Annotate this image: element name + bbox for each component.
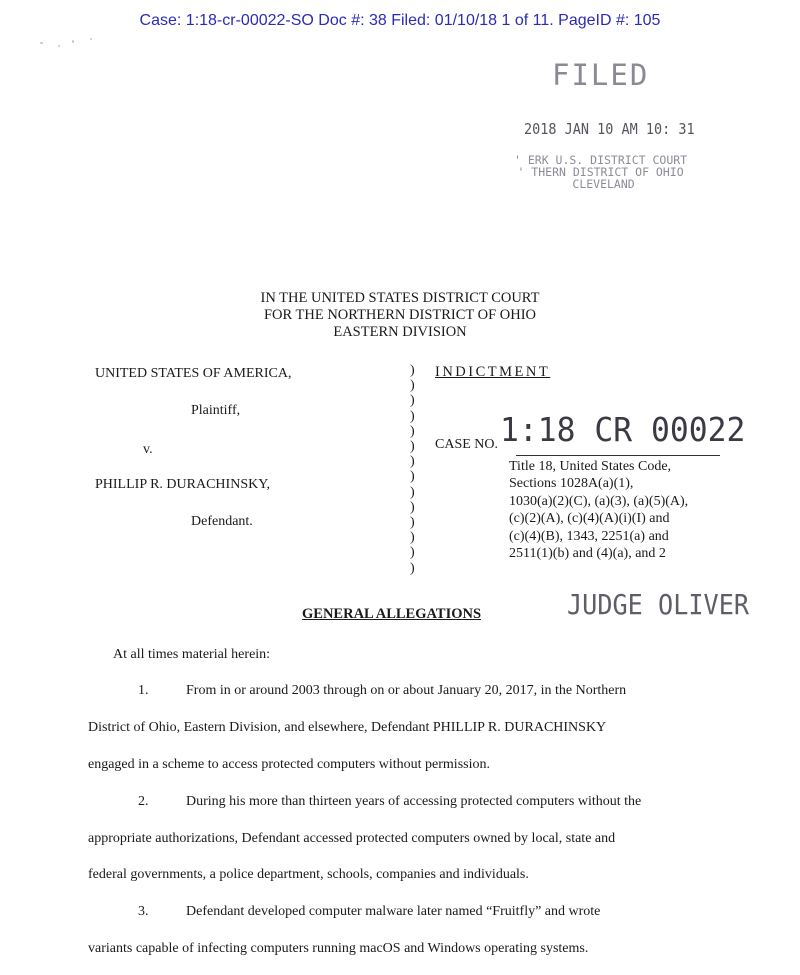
court-heading-line: EASTERN DIVISION [333, 324, 467, 340]
intro-line: At all times material herein: [113, 647, 271, 662]
paragraph-text: District of Ohio, Eastern Division, and elsewhere, Defendant PHILLIP R. DURACHINSKY [88, 720, 607, 735]
court-heading [0, 290, 800, 341]
paragraph-number: 2. [138, 794, 149, 809]
paragraph-text: From in or around 2003 through on or about January 20, 2017, in the Northern [186, 683, 627, 698]
clerk-stamp [514, 154, 687, 190]
paragraph-number: 3. [138, 904, 149, 919]
clerk-stamp-line: ' THERN DISTRICT OF OHIO [517, 165, 684, 179]
case-number-underline [516, 455, 720, 456]
paragraph-text: federal governments, a police department, schools, companies and individuals. [88, 867, 529, 882]
indictment-title: INDICTMENT [435, 364, 551, 380]
statute-line: (c)(2)(A), (c)(4)(A)(i)(I) and [509, 511, 670, 527]
scan-speck [40, 42, 43, 44]
statute-line: 2511(1)(b) and (4)(a), and 2 [509, 546, 666, 562]
filed-stamp: FILED [552, 58, 650, 92]
plaintiff-name: UNITED STATES OF AMERICA, [95, 366, 292, 381]
case-number-label: CASE NO. [435, 437, 499, 452]
scan-speck [72, 40, 74, 43]
clerk-stamp-line: CLEVELAND [572, 177, 635, 191]
scan-speck [58, 45, 60, 47]
paragraph-text: appropriate authorizations, Defendant accessed protected computers owned by local, state and [88, 831, 616, 846]
case-number-stamp: 1:18 CR 00022 [500, 410, 746, 449]
statute-line: Sections 1028A(a)(1), [509, 476, 634, 492]
ecf-header: Case: 1:18-cr-00022-SO Doc #: 38 Filed: 01/10/18 1 of 11. PageID #: 105 [139, 12, 661, 29]
statute-line: Title 18, United States Code, [509, 459, 672, 474]
caption-parentheses: ) ) ) ) ) ) ) ) ) ) ) ) ) ) [410, 363, 415, 576]
defendant-name: PHILLIP R. DURACHINSKY, [95, 477, 271, 492]
defendant-role: Defendant. [191, 514, 253, 529]
statute-line: (c)(4)(B), 1343, 2251(a) and [509, 528, 669, 544]
versus: v. [143, 442, 153, 457]
filed-date-stamp: 2018 JAN 10 AM 10: 31 [524, 120, 695, 138]
section-heading: GENERAL ALLEGATIONS [302, 606, 482, 622]
paragraph-number: 1. [138, 683, 149, 698]
court-heading-line: FOR THE NORTHERN DISTRICT OF OHIO [263, 307, 537, 323]
scan-speck [90, 38, 92, 40]
judge-stamp: JUDGE OLIVER [567, 588, 750, 621]
statute-line: 1030(a)(2)(C), (a)(3), (a)(5)(A), [509, 493, 689, 509]
paragraph-text: Defendant developed computer malware later named “Fruitfly” and wrote [186, 904, 601, 919]
court-heading-line: IN THE UNITED STATES DISTRICT COURT [260, 290, 540, 306]
statute-citations [509, 458, 688, 562]
clerk-stamp-line: ' ERK U.S. DISTRICT COURT [514, 153, 688, 167]
paragraph-text: During his more than thirteen years of accessing protected computers without the [186, 794, 642, 809]
plaintiff-role: Plaintiff, [191, 403, 241, 418]
paragraph-text: engaged in a scheme to access protected computers without permission. [88, 757, 490, 772]
paragraph-text: variants capable of infecting computers running macOS and Windows operating systems. [88, 941, 589, 956]
